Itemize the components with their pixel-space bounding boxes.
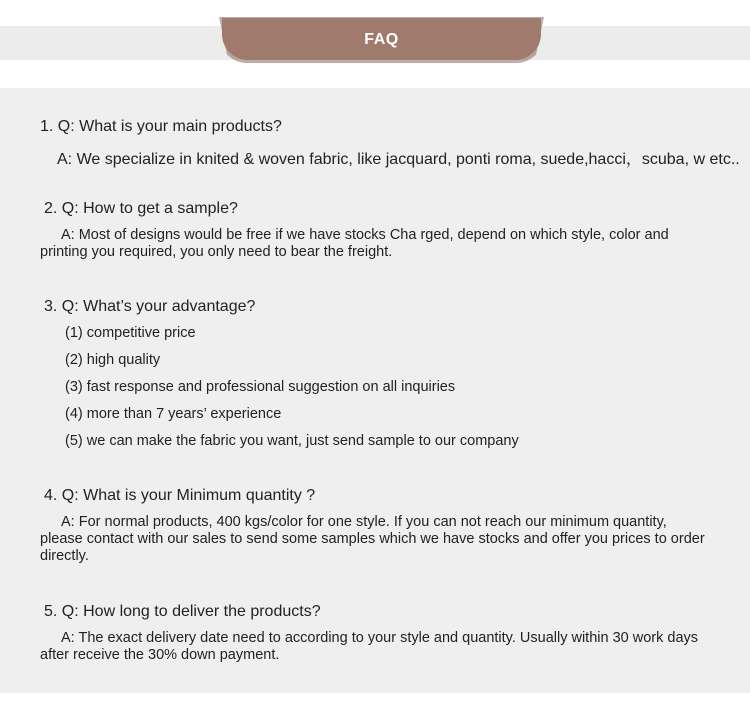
faq-answer-4: A: For normal products, 400 kgs/color for one style. If you can not reach our minimum quantity, please contact with our sales to send some samples which we have stocks and offer you prices to order directly. [40,514,705,564]
faq-advantage-item: (5) we can make the fabric you want, just send sample to our company [65,433,519,449]
faq-advantage-item: (2) high quality [65,352,161,368]
faq-question-3: 3. Q: What’s your advantage? [44,298,256,315]
faq-advantage-item: (1) competitive price [65,325,196,341]
faq-answer-2: A: Most of designs would be free if we have stocks Cha rged, depend on which style, color and printing you required, you only need to bear the freight. [40,227,669,260]
faq-question-2: 2. Q: How to get a sample? [44,200,238,217]
faq-question-1: 1. Q: What is your main products? [40,118,282,135]
faq-answer-5: A: The exact delivery date need to according to your style and quantity. Usually within 30 work days after receive the 30% down payment. [40,630,699,663]
faq-question-5: 5. Q: How long to deliver the products? [44,603,321,620]
faq-content-panel [0,88,750,693]
faq-answer-1: A: We specialize in knited & woven fabric, like jacquard, ponti roma, suede,hacci，scuba, w etc.. [57,151,740,168]
faq-title-tab [222,18,541,60]
faq-title: FAQ [364,31,399,48]
faq-advantage-item: (4) more than 7 years’ experience [65,406,282,422]
faq-question-4: 4. Q: What is your Minimum quantity ? [44,487,316,504]
faq-advantage-item: (3) fast response and professional suggestion on all inquiries [65,379,456,395]
